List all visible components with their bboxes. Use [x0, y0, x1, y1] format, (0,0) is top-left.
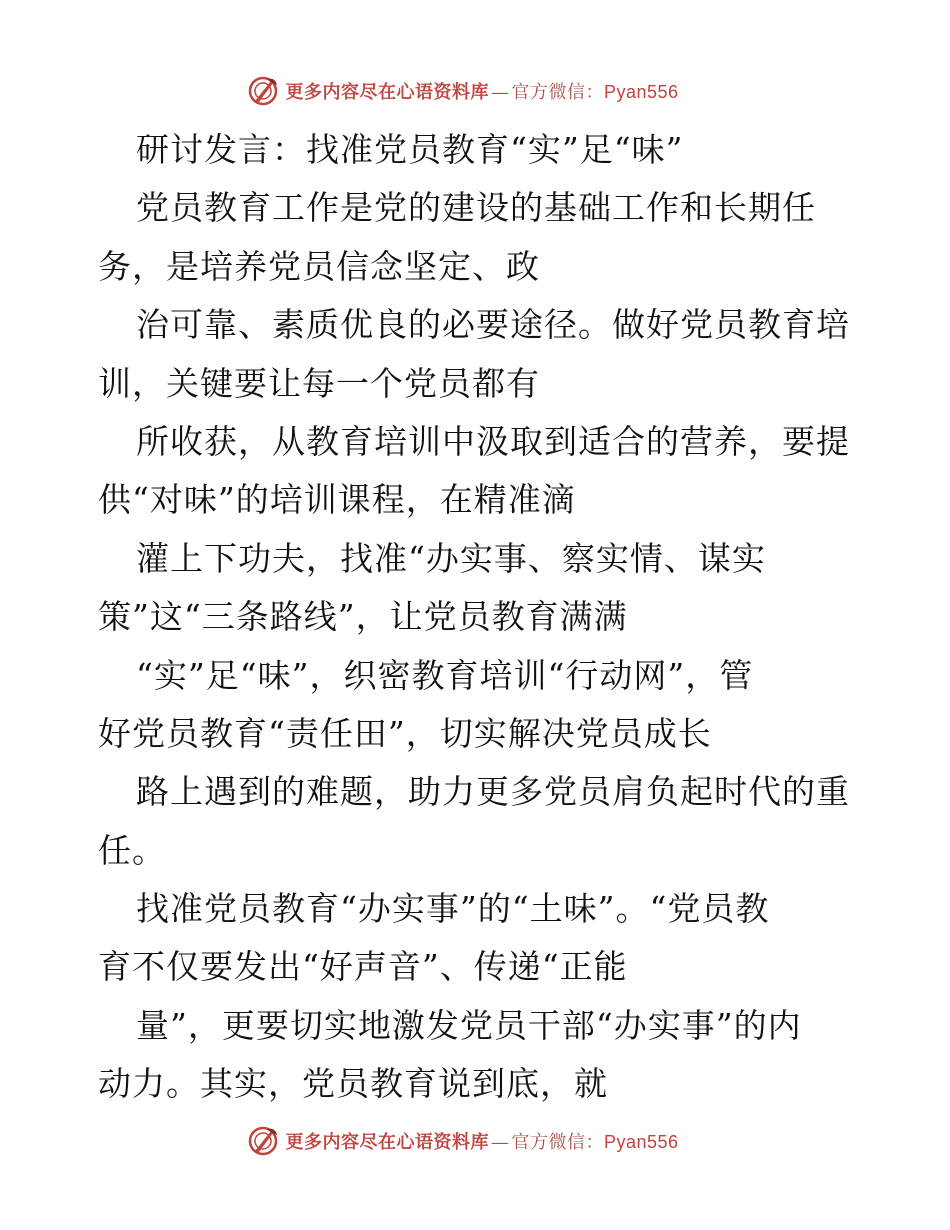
- text-line: 动力。其实，党员教育说到底，就: [98, 1064, 608, 1104]
- watermark-id: Pyan556: [603, 1132, 679, 1152]
- header-watermark: [0, 71, 950, 111]
- text-line: 策”这“三条路线”，让党员教育满满: [98, 597, 628, 637]
- text-line: 治可靠、素质优良的必要途径。做好党员教育培: [136, 305, 850, 345]
- watermark-dash: —: [490, 82, 510, 103]
- text-line: 育不仅要发出“好声音”、传递“正能: [98, 947, 628, 987]
- text-line: 灌上下功夫，找准“办实事、察实情、谋实: [136, 538, 766, 578]
- text-line: 好党员教育“责任田”，切实解决党员成长: [98, 713, 712, 753]
- quill-pen-logo-icon: [247, 1125, 279, 1157]
- text-line: 任。: [98, 830, 166, 870]
- watermark-text: [285, 78, 678, 104]
- text-line: 路上遇到的难题，助力更多党员肩负起时代的重: [136, 772, 850, 812]
- text-line: 找准党员教育“办实事”的“土味”。“党员教: [136, 889, 770, 929]
- text-line: 研讨发言：找准党员教育“实”足“味”: [136, 130, 684, 169]
- watermark-label: 官方微信：: [511, 1132, 604, 1153]
- text-line: 训，关键要让每一个党员都有: [98, 363, 540, 403]
- watermark-text: [285, 1128, 678, 1154]
- watermark-label: 官方微信：: [511, 82, 604, 103]
- text-line: 党员教育工作是党的建设的基础工作和长期任: [136, 188, 816, 228]
- watermark-brand: 更多内容尽在心语资料库: [285, 82, 489, 103]
- watermark-id: Pyan556: [603, 82, 679, 102]
- watermark-brand: 更多内容尽在心语资料库: [285, 1132, 489, 1153]
- footer-watermark: [0, 1121, 950, 1161]
- text-line: 供“对味”的培训课程，在精准滴: [98, 480, 576, 520]
- text-line: 务，是培养党员信念坚定、政: [98, 246, 540, 286]
- text-line: 所收获，从教育培训中汲取到适合的营养，要提: [136, 421, 850, 461]
- document-body: [98, 121, 858, 1114]
- text-line: “实”足“味”，织密教育培训“行动网”，管: [136, 655, 754, 695]
- quill-pen-logo-icon: [247, 75, 279, 107]
- text-line: 量”，更要切实地激发党员干部“办实事”的内: [136, 1005, 802, 1045]
- watermark-dash: —: [490, 1132, 510, 1153]
